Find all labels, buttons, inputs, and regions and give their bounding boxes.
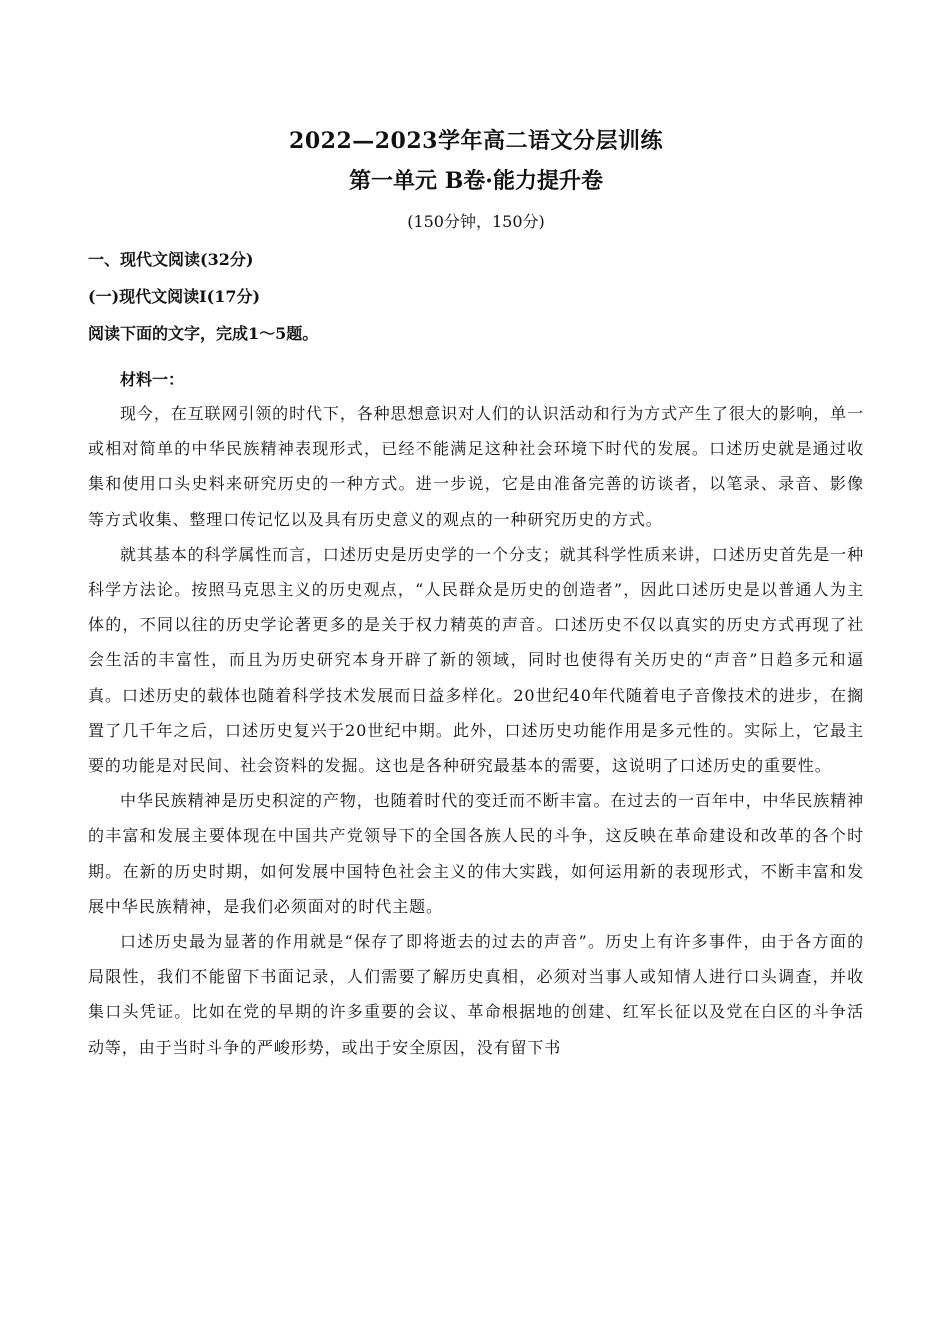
material-paragraph: 口述历史最为显著的作用就是“保存了即将逝去的过去的声音”。历史上有许多事件，由于各方面的局限性，我们不能留下书面记录，人们需要了解历史真相，必须对当事人或知情人进行口头调查，并收集口头凭证。比如在党的早期的许多重要的会议、革命根据地的创建、红军长征以及党在白区的斗争活动等，由于当时斗争的严峻形势，或出于安全原因，没有留下书	[88, 932, 864, 1057]
document-subtitle: 第一单元 B卷·能力提升卷	[349, 168, 603, 194]
material-paragraph: 就其基本的科学属性而言，口述历史是历史学的一个分支；就其科学性质来讲，口述历史首先是一种科学方法论。按照马克思主义的历史观点，“人民群众是历史的创造者”，因此口述历史是以普通人为主体的，不同以往的历史学论著更多的是关于权力精英的声音。口述历史不仅以真实的历史方式再现了社会生活的丰富性，而且为历史研究本身开辟了新的领域，同时也使得有关历史的“声音”日趋多元和逼真。口述历史的载体也随着科学技术发展而日益多样化。20世纪40年代随着电子音像技术的进步，在搁置了几千年之后，口述历史复兴于20世纪中期。此外，口述历史功能作用是多元性的。实际上，它最主要的功能是对民间、社会资料的发掘。这也是各种研究最基本的需要，这说明了口述历史的重要性。	[88, 544, 864, 776]
document-title: 2022—2023学年高二语文分层训练	[289, 128, 663, 154]
document-page	[88, 124, 864, 1065]
reading-instruction: 阅读下面的文字，完成1～5题。	[88, 324, 319, 343]
subsection-heading-reading-1: (一)现代文阅读Ⅰ(17分)	[88, 287, 261, 306]
material-paragraph: 中华民族精神是历史积淀的产物，也随着时代的变迁而不断丰富。在过去的一百年中，中华民族精神的丰富和发展主要体现在中国共产党领导下的全国各族人民的斗争，这反映在革命建设和改革的各个时期。在新的历史时期，如何发展中国特色社会主义的伟大实践，如何运用新的表现形式，不断丰富和发展中华民族精神，是我们必须面对的时代主题。	[88, 791, 864, 916]
material-paragraph: 现今，在互联网引领的时代下，各种思想意识对人们的认识活动和行为方式产生了很大的影响，单一或相对简单的中华民族精神表现形式，已经不能满足这种社会环境下时代的发展。口述历史就是通过收集和使用口头史料来研究历史的一种方式。进一步说，它是由准备完善的访谈者，以笔录、录音、影像等方式收集、整理口传记忆以及具有历史意义的观点的一种研究历史的方式。	[88, 404, 864, 529]
exam-timing: (150分钟，150分)	[407, 212, 545, 231]
section-heading-modern-reading: 一、现代文阅读(32分)	[88, 250, 254, 269]
material-label: 材料一：	[120, 370, 185, 389]
